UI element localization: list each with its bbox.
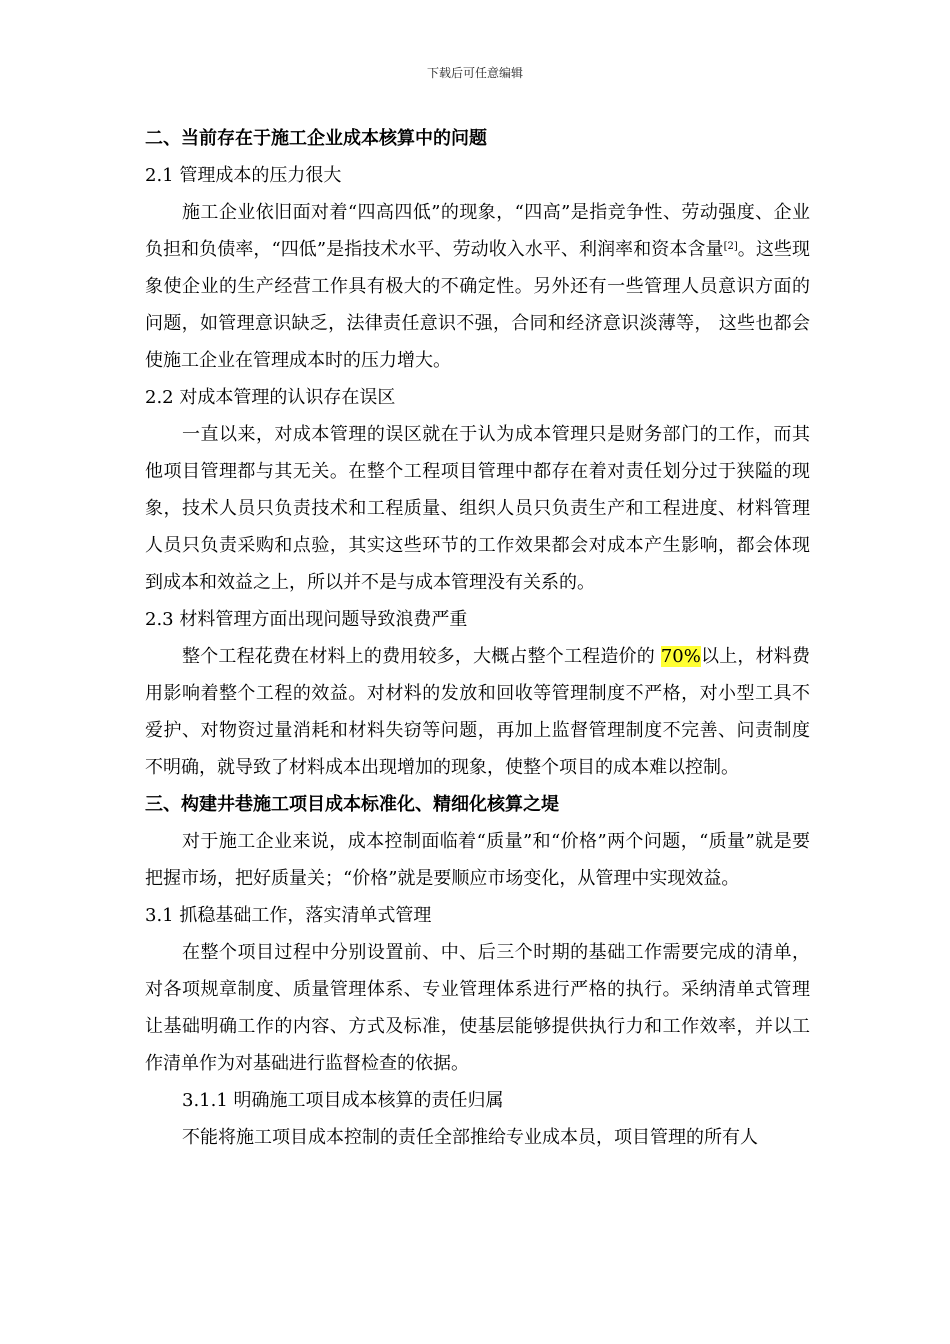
paragraph-2-3-text-b: 以上，材料费用影响着整个工程的效益。对材料的发放和回收等管理制度不严格，对小型工具不爱护、对物资过量消耗和材料失窃等问题，再加上监督管理制度不完善、问责制度不明确，就导致了材料成本出现增加的现象，使整个项目的成本难以控制。 (145, 646, 810, 778)
paragraph-3-intro: 对于施工企业来说，成本控制面临着“质量”和“价格”两个问题，“质量”就是要把握市场，把好质量关；“价格”就是要顺应市场变化，从管理中实现效益。 (145, 831, 810, 889)
paragraph-2-1 (145, 194, 810, 379)
citation-ref: [2] (723, 241, 738, 252)
paragraph-2-1-text-b: 。这些现象使企业的生产经营工作具有极大的不确定性。另外还有一些管理人员意识方面的问题，如管理意识缺乏，法律责任意识不强，合同和经济意识淡薄等， 这些也都会使施工企业在管理成本时的压力增大。 (145, 239, 810, 371)
paragraph-2-3-text-a: 整个工程花费在材料上的费用较多，大概占整个工程造价的 (182, 646, 661, 667)
section-2-heading: 二、当前存在于施工企业成本核算中的问题 (145, 128, 487, 149)
subsection-3-1-1-heading: 3.1.1 明确施工项目成本核算的责任归属 (182, 1090, 504, 1111)
subsection-2-2-heading: 2.2 对成本管理的认识存在误区 (145, 387, 396, 408)
paragraph-3-1-1: 不能将施工项目成本控制的责任全部推给专业成本员，项目管理的所有人 (182, 1127, 758, 1148)
document-body (145, 120, 810, 1156)
paragraph-3-1: 在整个项目过程中分别设置前、中、后三个时期的基础工作需要完成的清单，对各项规章制度、质量管理体系、专业管理体系进行严格的执行。采纳清单式管理让基础明确工作的内容、方式及标准，使基层能够提供执行力和工作效率，并以工作清单作为对基础进行监督检查的依据。 (145, 942, 810, 1074)
subsection-2-3-heading: 2.3 材料管理方面出现问题导致浪费严重 (145, 609, 468, 630)
page-header: 下载后可任意编辑 (426, 66, 523, 80)
subsection-2-1-heading: 2.1 管理成本的压力很大 (145, 165, 342, 186)
paragraph-2-3 (145, 638, 810, 786)
paragraph-2-2: 一直以来，对成本管理的误区就在于认为成本管理只是财务部门的工作，而其他项目管理都与其无关。在整个工程项目管理中都存在着对责任划分过于狭隘的现象，技术人员只负责技术和工程质量、组织人员只负责生产和工程进度、材料管理人员只负责采购和点验，其实这些环节的工作效果都会对成本产生影响，都会体现到成本和效益之上，所以并不是与成本管理没有关系的。 (145, 424, 810, 593)
subsection-3-1-heading: 3.1 抓稳基础工作，落实清单式管理 (145, 905, 432, 926)
paragraph-2-1-text-a: 施工企业依旧面对着“四高四低”的现象，“四高”是指竞争性、劳动强度、企业负担和负债率，“四低”是指技术水平、劳动收入水平、利润率和资本含量 (145, 202, 810, 260)
highlighted-percentage: 70% (660, 646, 701, 667)
section-3-heading: 三、构建井巷施工项目成本标准化、精细化核算之堤 (145, 794, 559, 815)
